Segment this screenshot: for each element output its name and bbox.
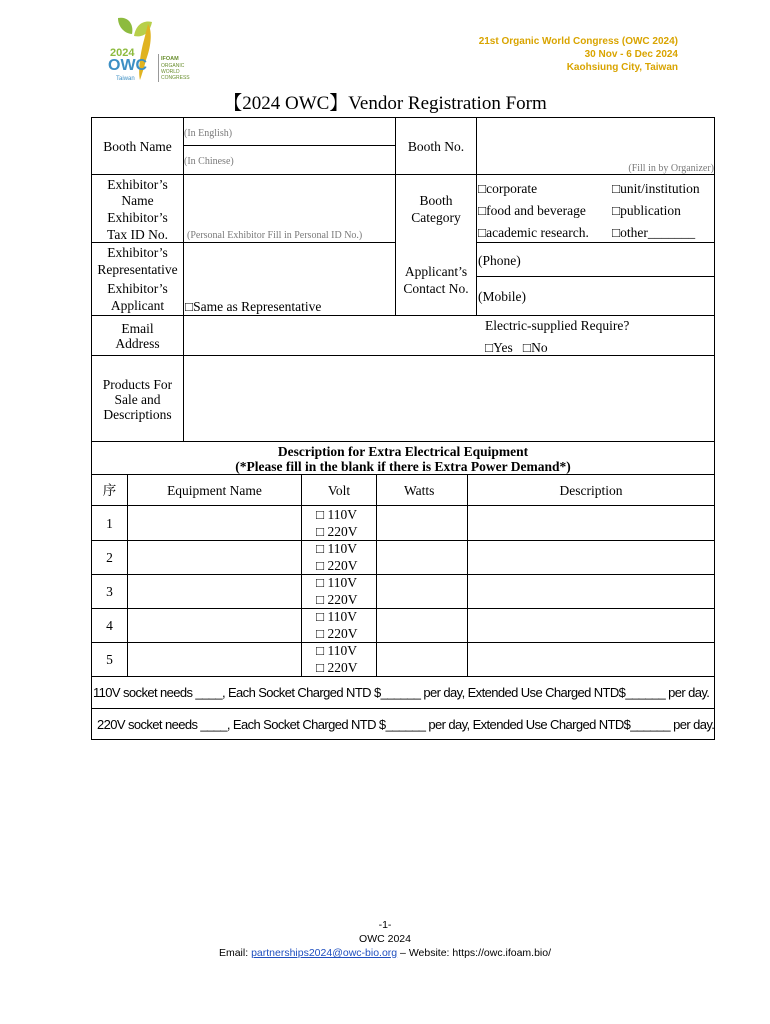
- row4-110v-checkbox[interactable]: □ 110V: [316, 609, 358, 624]
- representative-label-2: Representative: [97, 262, 178, 277]
- row3-220v-checkbox[interactable]: □ 220V: [316, 592, 358, 607]
- organizer-note: (Fill in by Organizer): [628, 163, 714, 174]
- row-number-3: 3: [106, 584, 113, 599]
- row4-220v-checkbox[interactable]: □ 220V: [316, 626, 358, 641]
- exhibitor-name-label-1: Exhibitor’s: [107, 177, 168, 192]
- footer-contact: [0, 946, 770, 960]
- contact-label-1: Applicant’s: [404, 264, 468, 279]
- category-food-checkbox[interactable]: □food and beverage: [478, 203, 586, 218]
- col-volt-header: Volt: [327, 483, 351, 498]
- booth-name-label: Booth Name: [103, 139, 172, 154]
- footer-website: – Website: https://owc.ifoam.bio/: [397, 947, 552, 959]
- page-footer: [0, 918, 770, 960]
- electric-options-checkbox[interactable]: □Yes □No: [485, 340, 548, 355]
- exhibitor-tax-label-2: Tax ID No.: [107, 227, 168, 242]
- email-label-1: Email: [121, 321, 154, 336]
- col-watts-header: Watts: [404, 483, 435, 498]
- footer-email-link[interactable]: partnerships2024@owc-bio.org: [251, 947, 398, 959]
- category-other-checkbox[interactable]: □other_______: [612, 225, 696, 240]
- svg-text:Taiwan: Taiwan: [116, 76, 135, 82]
- row-number-2: 2: [106, 550, 113, 565]
- category-corporate-checkbox[interactable]: □corporate: [478, 181, 538, 196]
- svg-text:OWC: OWC: [108, 57, 148, 74]
- applicant-label-1: Exhibitor’s: [107, 281, 168, 296]
- row2-220v-checkbox[interactable]: □ 220V: [316, 558, 358, 573]
- row1-220v-checkbox[interactable]: □ 220V: [316, 524, 358, 539]
- svg-text:2024: 2024: [110, 47, 135, 59]
- representative-label-1: Exhibitor’s: [107, 245, 168, 260]
- svg-text:ORGANIC: ORGANIC: [161, 63, 185, 69]
- row-number-4: 4: [106, 618, 113, 633]
- booth-no-label: Booth No.: [407, 139, 465, 154]
- products-label-3: Descriptions: [103, 407, 172, 422]
- row5-220v-checkbox[interactable]: □ 220V: [316, 660, 358, 675]
- footer-org: OWC 2024: [359, 933, 411, 945]
- category-unit-checkbox[interactable]: □unit/institution: [612, 181, 700, 196]
- mobile-label: (Mobile): [478, 289, 526, 304]
- event-location: Kaohsiung City, Taiwan: [566, 62, 678, 73]
- page-number: -1-: [378, 919, 392, 931]
- socket-220-note: 220V socket needs ____, Each Socket Charged NTD $______ per day, Extended Use Charged NTD$______ per day.: [97, 717, 715, 732]
- row1-110v-checkbox[interactable]: □ 110V: [316, 507, 358, 522]
- contact-label-2: Contact No.: [403, 281, 469, 296]
- equipment-subtitle: (*Please fill in the blank if there is Extra Power Demand*): [235, 459, 571, 474]
- phone-label: (Phone): [478, 253, 521, 268]
- svg-text:IFOAM: IFOAM: [161, 56, 179, 62]
- category-academic-checkbox[interactable]: □academic research.: [478, 225, 589, 240]
- socket-110-note: 110V socket needs ____, Each Socket Charged NTD $______ per day, Extended Use Charged NTD$______ per day.: [93, 685, 710, 700]
- footer-email-label: Email:: [218, 947, 252, 959]
- equipment-title: Description for Extra Electrical Equipment: [277, 444, 529, 459]
- same-as-rep-checkbox[interactable]: □Same as Representative: [185, 299, 322, 314]
- electric-question: Electric-supplied Require?: [485, 318, 630, 333]
- email-label-2: Address: [115, 336, 160, 351]
- booth-name-chinese-hint: (In Chinese): [184, 156, 234, 167]
- row3-110v-checkbox[interactable]: □ 110V: [316, 575, 358, 590]
- products-label-2: Sale and: [114, 392, 161, 407]
- booth-category-label-2: Category: [411, 210, 461, 225]
- tax-id-note: (Personal Exhibitor Fill in Personal ID No.): [187, 230, 363, 241]
- form-title: 【2024 OWC】Vendor Registration Form: [223, 93, 547, 114]
- col-name-header: Equipment Name: [167, 483, 262, 498]
- event-header: [479, 35, 678, 74]
- booth-name-english-hint: (In English): [184, 128, 233, 139]
- event-dates: 30 Nov - 6 Dec 2024: [584, 49, 678, 60]
- applicant-label-2: Applicant: [110, 298, 165, 313]
- svg-text:WORLD: WORLD: [161, 69, 180, 75]
- col-no-header: 序: [102, 483, 117, 498]
- booth-category-label-1: Booth: [419, 193, 453, 208]
- exhibitor-tax-label-1: Exhibitor’s: [107, 210, 168, 225]
- row5-110v-checkbox[interactable]: □ 110V: [316, 643, 358, 658]
- category-publication-checkbox[interactable]: □publication: [612, 203, 681, 218]
- row-number-5: 5: [106, 652, 113, 667]
- svg-text:CONGRESS: CONGRESS: [161, 75, 190, 81]
- row2-110v-checkbox[interactable]: □ 110V: [316, 541, 358, 556]
- products-label-1: Products For: [102, 377, 173, 392]
- owc-logo: [108, 14, 200, 84]
- col-desc-header: Description: [559, 483, 623, 498]
- row-number-1: 1: [106, 516, 113, 531]
- exhibitor-name-label-2: Name: [121, 193, 154, 208]
- event-name: 21st Organic World Congress (OWC 2024): [478, 36, 678, 47]
